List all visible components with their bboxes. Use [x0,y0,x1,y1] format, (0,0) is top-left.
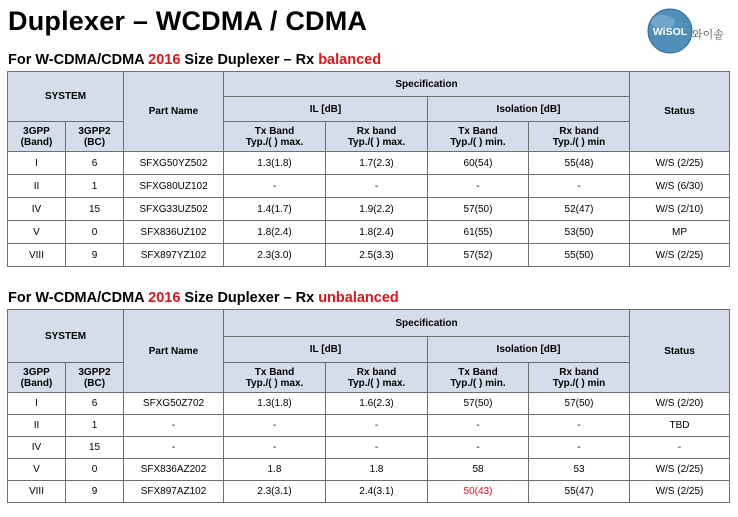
cell-isolation-rx: 55(48) [529,152,630,175]
cell-isolation-rx: - [529,175,630,198]
cell-isolation-tx: 60(54) [428,152,529,175]
cell-band: IV [8,437,66,459]
header-il-rx: Rx band Typ./( ) max. [326,363,428,393]
cell-isolation-tx: - [428,415,529,437]
cell-part-name: SFXG33UZ502 [124,198,224,221]
cell-status: W/S (2/25) [630,152,730,175]
cell-part-name: SFX836UZ102 [124,221,224,244]
header-specification: Specification [224,310,630,337]
cell-bc: 6 [66,152,124,175]
header-il-tx: Tx Band Typ./( ) max. [224,363,326,393]
cell-il-tx: 2.3(3.1) [224,481,326,503]
cell-il-tx: 1.3(1.8) [224,152,326,175]
cell-band: I [8,393,66,415]
cell-part-name: SFXG50Z702 [124,393,224,415]
page-title: Duplexer – WCDMA / CDMA [8,6,368,36]
table-row [8,152,730,175]
cell-isolation-tx: 57(50) [428,393,529,415]
cell-part-name: SFXG80UZ102 [124,175,224,198]
cell-isolation-rx: 53(50) [529,221,630,244]
cell-band: V [8,221,66,244]
cell-part-name: SFX897YZ102 [124,244,224,267]
cell-isolation-rx: - [529,415,630,437]
cell-il-tx: - [224,437,326,459]
header-part-name: Part Name [124,72,224,152]
cell-status: W/S (2/10) [630,198,730,221]
table1-title-suffix: balanced [318,52,382,68]
cell-part-name: - [124,437,224,459]
cell-il-tx: 1.8 [224,459,326,481]
table-row [8,244,730,267]
header-il-tx: Tx Band Typ./( ) max. [224,122,326,152]
cell-isolation-rx: 53 [529,459,630,481]
cell-band: V [8,459,66,481]
cell-part-name: SFXG50YZ502 [124,152,224,175]
header-system: SYSTEM [8,72,124,122]
cell-isolation-tx: 57(50) [428,198,529,221]
cell-il-rx: - [326,175,428,198]
cell-status: W/S (2/20) [630,393,730,415]
cell-il-tx: - [224,415,326,437]
cell-isolation-tx: 61(55) [428,221,529,244]
cell-isolation-rx: 52(47) [529,198,630,221]
cell-bc: 15 [66,198,124,221]
table2-title: For W-CDMA/CDMA 2016 Size Duplexer – Rx unbalanced [8,290,399,306]
cell-il-tx: - [224,175,326,198]
cell-band: II [8,415,66,437]
cell-band: VIII [8,244,66,267]
header-il-rx: Rx band Typ./( ) max. [326,122,428,152]
cell-band: VIII [8,481,66,503]
logo-brand-text: WiSOL [652,26,688,38]
cell-bc: 0 [66,459,124,481]
table2-title-year: 2016 [148,290,181,306]
cell-status: W/S (2/25) [630,459,730,481]
header-isolation: Isolation [dB] [428,337,630,363]
cell-il-rx: 1.9(2.2) [326,198,428,221]
cell-band: IV [8,198,66,221]
table2-title-suffix: unbalanced [318,290,399,306]
header-specification: Specification [224,72,630,97]
table-balanced [7,71,730,267]
table-row [8,481,730,503]
cell-il-tx: 1.3(1.8) [224,393,326,415]
table-unbalanced [7,309,730,503]
cell-il-rx: 2.5(3.3) [326,244,428,267]
cell-bc: 9 [66,244,124,267]
header-iso-tx: Tx Band Typ./( ) min. [428,122,529,152]
cell-isolation-rx: - [529,437,630,459]
cell-bc: 9 [66,481,124,503]
cell-part-name: SFX836AZ202 [124,459,224,481]
cell-il-rx: 1.7(2.3) [326,152,428,175]
cell-bc: 1 [66,175,124,198]
cell-isolation-rx: 55(50) [529,244,630,267]
table-row [8,437,730,459]
header-iso-rx: Rx band Typ./( ) min [529,363,630,393]
cell-part-name: SFX897AZ102 [124,481,224,503]
cell-band: II [8,175,66,198]
cell-status: W/S (2/25) [630,244,730,267]
table1-title-year: 2016 [148,52,181,68]
table1-title: For W-CDMA/CDMA 2016 Size Duplexer – Rx balanced [8,52,382,68]
cell-status: - [630,437,730,459]
cell-isolation-rx: 57(50) [529,393,630,415]
header-status: Status [630,310,730,393]
header-3gpp: 3GPP (Band) [8,122,66,152]
header-il: IL [dB] [224,97,428,122]
cell-il-tx: 2.3(3.0) [224,244,326,267]
cell-il-tx: 1.8(2.4) [224,221,326,244]
cell-isolation-tx: 57(52) [428,244,529,267]
cell-il-rx: - [326,437,428,459]
cell-isolation-tx: - [428,175,529,198]
cell-il-rx: 1.8(2.4) [326,221,428,244]
cell-il-rx: - [326,415,428,437]
cell-status: W/S (6/30) [630,175,730,198]
table-row [8,221,730,244]
table-row [8,393,730,415]
header-3gpp2: 3GPP2 (BC) [66,122,124,152]
cell-il-rx: 2.4(3.1) [326,481,428,503]
cell-bc: 15 [66,437,124,459]
cell-isolation-tx: 50(43) [428,481,529,503]
header-isolation: Isolation [dB] [428,97,630,122]
header-iso-rx: Rx band Typ./( ) min [529,122,630,152]
table-row [8,198,730,221]
cell-isolation-rx: 55(47) [529,481,630,503]
header-iso-tx: Tx Band Typ./( ) min. [428,363,529,393]
logo-korean-text: 와이솔 [692,28,724,41]
table-row [8,459,730,481]
header-il: IL [dB] [224,337,428,363]
cell-il-rx: 1.8 [326,459,428,481]
cell-isolation-tx: - [428,437,529,459]
table-row [8,175,730,198]
table-row [8,415,730,437]
cell-part-name: - [124,415,224,437]
header-3gpp2: 3GPP2 (BC) [66,363,124,393]
cell-isolation-tx: 58 [428,459,529,481]
cell-bc: 0 [66,221,124,244]
cell-status: W/S (2/25) [630,481,730,503]
cell-bc: 6 [66,393,124,415]
header-status: Status [630,72,730,152]
cell-status: TBD [630,415,730,437]
header-system: SYSTEM [8,310,124,363]
cell-il-rx: 1.6(2.3) [326,393,428,415]
cell-il-tx: 1.4(1.7) [224,198,326,221]
cell-bc: 1 [66,415,124,437]
header-3gpp: 3GPP (Band) [8,363,66,393]
cell-band: I [8,152,66,175]
cell-status: MP [630,221,730,244]
header-part-name: Part Name [124,310,224,393]
